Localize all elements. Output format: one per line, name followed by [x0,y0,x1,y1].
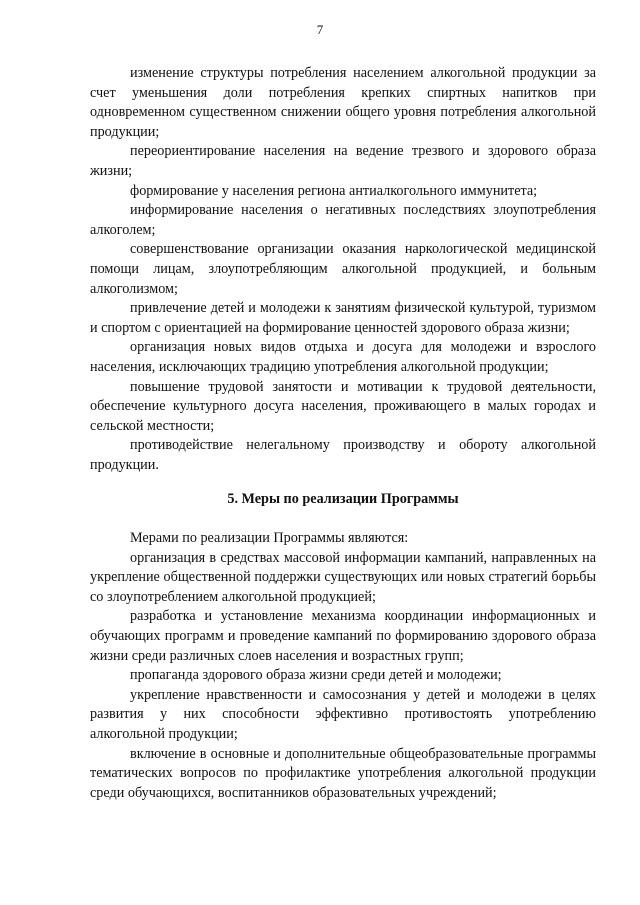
list-item: организация новых видов отдыха и досуга для молодежи и взрослого населения, исключающих традицию употребления алкогольной продукции; [90,339,596,375]
list-item: переориентирование населения на ведение трезвого и здорового образа жизни; [90,143,596,179]
list-item: формирование у населения региона антиалкогольного иммунитета; [130,182,538,199]
document-body [90,64,596,803]
section-heading: 5. Меры по реализации Программы [227,491,459,508]
list-item: привлечение детей и молодежи к занятиям физической культурой, туризмом и спортом с ориентацией на формирование ценностей здорового образа жизни; [90,300,596,336]
section-intro: Мерами по реализации Программы являются: [130,530,409,547]
list-item: пропаганда здорового образа жизни среди детей и молодежи; [130,667,502,684]
goals-list [90,64,596,475]
list-item: совершенствование организации оказания наркологической медицинской помощи лицам, злоупотребляющим алкогольной продукцией, и больным алкоголизмом; [90,241,596,297]
list-item: информирование населения о негативных последствиях злоупотребления алкоголем; [90,202,596,238]
list-item: организация в средствах массовой информации кампаний, направленных на укрепление общественной поддержки существующих или новых стратегий борьбы со злоупотреблением алкогольной продукцией; [90,549,596,605]
list-item: повышение трудовой занятости и мотивации к трудовой деятельности, обеспечение культурного досуга населения, проживающего в малых городах и сельской местности; [90,378,596,434]
page-number: 7 [316,22,324,37]
list-item: противодействие нелегальному производству и обороту алкогольной продукции. [90,437,596,473]
list-item: изменение структуры потребления населением алкогольной продукции за счет уменьшения доли потребления крепких спиртных напитков при одновременном существенном снижении общего уровня потребления алкогольной продукции; [90,65,596,140]
list-item: разработка и установление механизма координации информационных и обучающих программ и проведение кампаний по формированию здорового образа жизни среди различных слоев населения и возрастных групп; [90,608,596,664]
list-item: укрепление нравственности и самосознания у детей и молодежи в целях развития у них способности эффективно противостоять употреблению алкогольной продукции; [90,686,596,742]
measures-list [90,529,596,803]
list-item: включение в основные и дополнительные общеобразовательные программы тематических вопросов по профилактике употребления алкогольной продукции среди обучающихся, воспитанников образовательных учреждений; [90,745,596,801]
